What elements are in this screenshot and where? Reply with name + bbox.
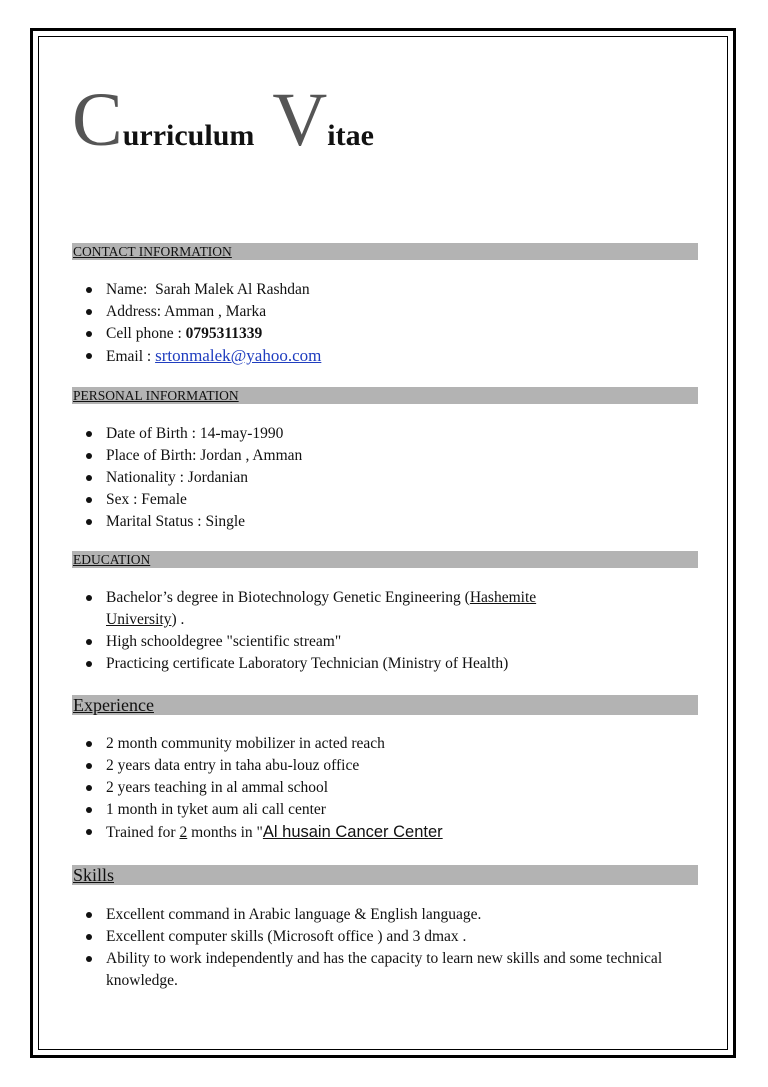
contact-address: Address: Amman , Marka [72,301,698,323]
contact-list [72,279,698,368]
personal-heading: PERSONAL INFORMATION [72,387,698,404]
personal-item: Marital Status : Single [72,511,698,533]
education-item: High schooldegree "scientific stream" [72,631,698,653]
contact-email: Email : srtonmalek@yahoo.com [72,345,698,368]
personal-item: Place of Birth: Jordan , Amman [72,445,698,467]
personal-item: Sex : Female [72,489,698,511]
experience-heading: Experience [72,695,698,715]
skills-heading: Skills [72,865,698,885]
personal-item: Nationality : Jordanian [72,467,698,489]
experience-item: 2 years data entry in taha abu-louz office [72,755,698,777]
skills-item: Excellent command in Arabic language & English language. [72,904,698,926]
contact-heading: CONTACT INFORMATION [72,243,698,260]
page-title: Curriculum Vitae [72,78,374,162]
email-link[interactable]: srtonmalek@yahoo.com [155,346,322,365]
page-border-inner [38,36,728,1050]
education-list [72,587,698,675]
experience-item: 1 month in tyket aum ali call center [72,799,698,821]
experience-item: 2 month community mobilizer in acted reach [72,733,698,755]
experience-item: 2 years teaching in al ammal school [72,777,698,799]
education-item: Bachelor’s degree in Biotechnology Genetic Engineering (Hashemite University) . [72,587,698,631]
skills-list [72,904,698,992]
personal-item: Date of Birth : 14-may-1990 [72,423,698,445]
skills-item: Excellent computer skills (Microsoft office ) and 3 dmax . [72,926,698,948]
education-item: Practicing certificate Laboratory Technician (Ministry of Health) [72,653,698,675]
experience-list [72,733,698,844]
contact-phone: Cell phone : 0795311339 [72,323,698,345]
skills-item: Ability to work independently and has the capacity to learn new skills and some technical knowledge. [72,948,698,992]
personal-list [72,423,698,533]
experience-item: Trained for 2 months in "Al husain Cancer Center [72,821,698,844]
education-heading: EDUCATION [72,551,698,568]
contact-name: Name: Sarah Malek Al Rashdan [72,279,698,301]
